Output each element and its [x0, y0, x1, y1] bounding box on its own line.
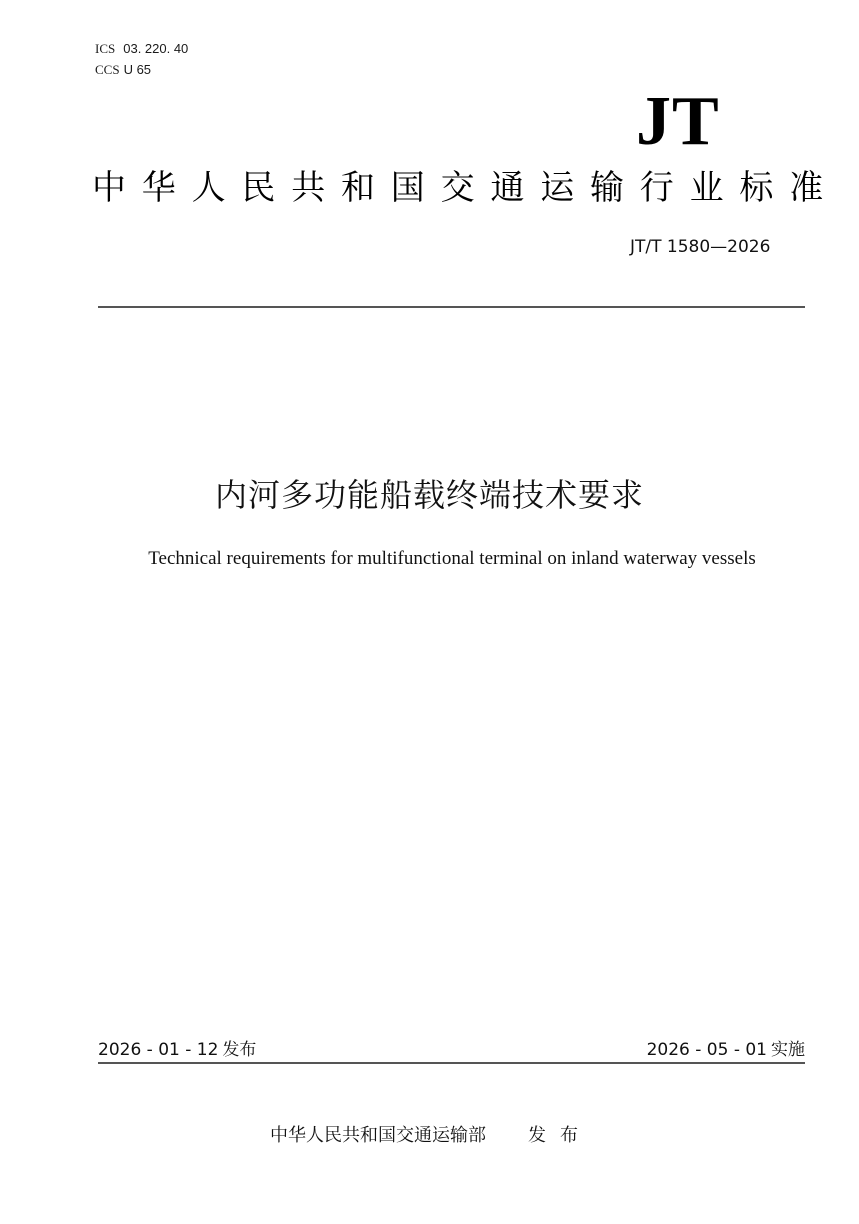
ics-value: 03. 220. 40: [123, 41, 189, 56]
classification-codes: [95, 38, 188, 80]
implement-date-value: 2026 - 05 - 01: [646, 1040, 767, 1060]
jt-logo: JT: [636, 83, 720, 160]
issuer-name: 中华人民共和国交通运输部: [270, 1125, 486, 1146]
ccs-code: [95, 59, 188, 80]
implement-date: [647, 1039, 805, 1061]
publish-action: 发布: [528, 1125, 592, 1146]
ccs-label: CCS: [95, 62, 120, 77]
implement-label: 实施: [771, 1040, 805, 1060]
bottom-divider: [98, 1062, 805, 1064]
issue-label: 发布: [222, 1040, 257, 1060]
ics-code: [95, 38, 188, 59]
publisher-line: [270, 1124, 592, 1148]
document-title-english: Technical requirements for multifunctional terminal on inland waterway vessels: [148, 548, 756, 569]
issue-date-value: 2026 - 01 - 12: [98, 1040, 219, 1060]
issue-date: [98, 1039, 256, 1061]
ics-label: ICS: [95, 41, 116, 56]
standard-number: JT/T 1580—2026: [630, 237, 771, 257]
document-title-chinese: 内河多功能船载终端技术要求: [214, 476, 644, 514]
standard-type-heading: 中华人民共和国交通运输行业标准: [92, 168, 839, 208]
top-divider: [98, 306, 805, 308]
ccs-value: U 65: [123, 62, 152, 77]
